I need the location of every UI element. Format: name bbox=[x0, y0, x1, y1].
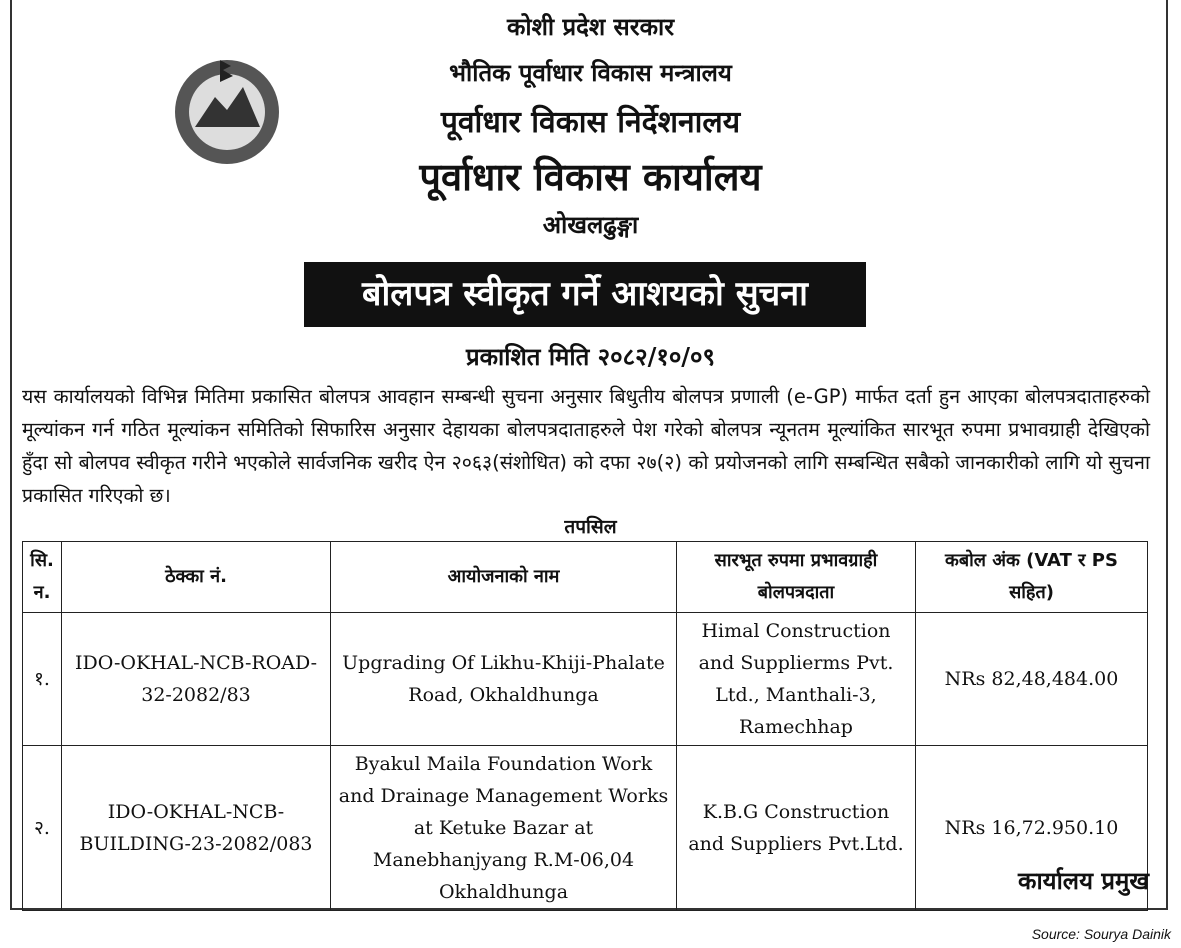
table-header-row bbox=[23, 542, 1148, 613]
header-province: कोशी प्रदेश सरकार bbox=[506, 12, 675, 41]
signature-office-chief: कार्यालय प्रमुख bbox=[1018, 866, 1149, 895]
notice-body: यस कार्यालयको विभिन्न मितिमा प्रकासित बोलपत्र आवहान सम्बन्धी सुचना अनुसार बिधुतीय बोलपत्र प्रणाली (e-GP) मार्फत दर्ता हुन आएका बोलपत्रदाताहरुको मूल्यांकन गर्न गठित मूल्यांकन समितिको सिफारिस अनुसार देहायका बोलपत्रदाताहरुले पेश गरेको बोलपत्र न्यूनतम मूल्यांकित सारभूत रुपमा प्रभावग्राही देखिएको हुँदा सो बोलपव स्वीकृत गरीने भएकोले सार्वजनिक खरीद ऐन २०६३(संशोधित) को दफा २७(२) को प्रयोजनको लागि सम्बन्धित सबैको जानकारीको लागि यो सुचना प्रकासित गरिएको छ। bbox=[22, 385, 1150, 507]
table-caption: तपसिल bbox=[564, 516, 617, 538]
header-bid-amount: कबोल अंक (VAT र PS सहित) bbox=[916, 542, 1148, 613]
source-credit: Source: Sourya Dainik bbox=[1031, 926, 1171, 942]
header-office: पूर्वाधार विकास कार्यालय bbox=[419, 154, 762, 199]
header-contract-no: ठेक्का नं. bbox=[62, 542, 331, 613]
published-date: प्रकाशित मिति २०८२/१०/०९ bbox=[465, 342, 716, 371]
cell-contract-no: IDO-OKHAL-NCB-BUILDING-23-2082/083 bbox=[62, 746, 331, 911]
header-sn: सि. न. bbox=[23, 542, 62, 613]
cell-contract-no: IDO-OKHAL-NCB-ROAD-32-2082/83 bbox=[62, 613, 331, 746]
table-row bbox=[23, 613, 1148, 746]
table-row bbox=[23, 746, 1148, 911]
cell-bidder: K.B.G Construction and Suppliers Pvt.Ltd. bbox=[677, 746, 916, 911]
header-location: ओखलढुङ्गा bbox=[542, 210, 639, 239]
award-table bbox=[22, 541, 1148, 911]
notice-title: बोलपत्र स्वीकृत गर्ने आशयको सुचना bbox=[304, 262, 866, 327]
cell-bid-amount: NRs 16,72.950.10 bbox=[916, 746, 1148, 911]
cell-project-name: Upgrading Of Likhu-Khiji-Phalate Road, Okhaldhunga bbox=[331, 613, 677, 746]
header-project-name: आयोजनाको नाम bbox=[331, 542, 677, 613]
cell-bid-amount: NRs 82,48,484.00 bbox=[916, 613, 1148, 746]
header-directorate: पूर्वाधार विकास निर्देशनालय bbox=[440, 105, 741, 140]
cell-project-name: Byakul Maila Foundation Work and Drainage Management Works at Ketuke Bazar at Manebhanjyang R.M-06,04 Okhaldhunga bbox=[331, 746, 677, 911]
cell-sn: १. bbox=[23, 613, 62, 746]
header-ministry: भौतिक पूर्वाधार विकास मन्त्रालय bbox=[449, 58, 732, 87]
cell-bidder: Himal Construction and Supplierms Pvt. Ltd., Manthali-3, Ramechhap bbox=[677, 613, 916, 746]
cell-sn: २. bbox=[23, 746, 62, 911]
header-bidder: सारभूत रुपमा प्रभावग्राही बोलपत्रदाता bbox=[677, 542, 916, 613]
